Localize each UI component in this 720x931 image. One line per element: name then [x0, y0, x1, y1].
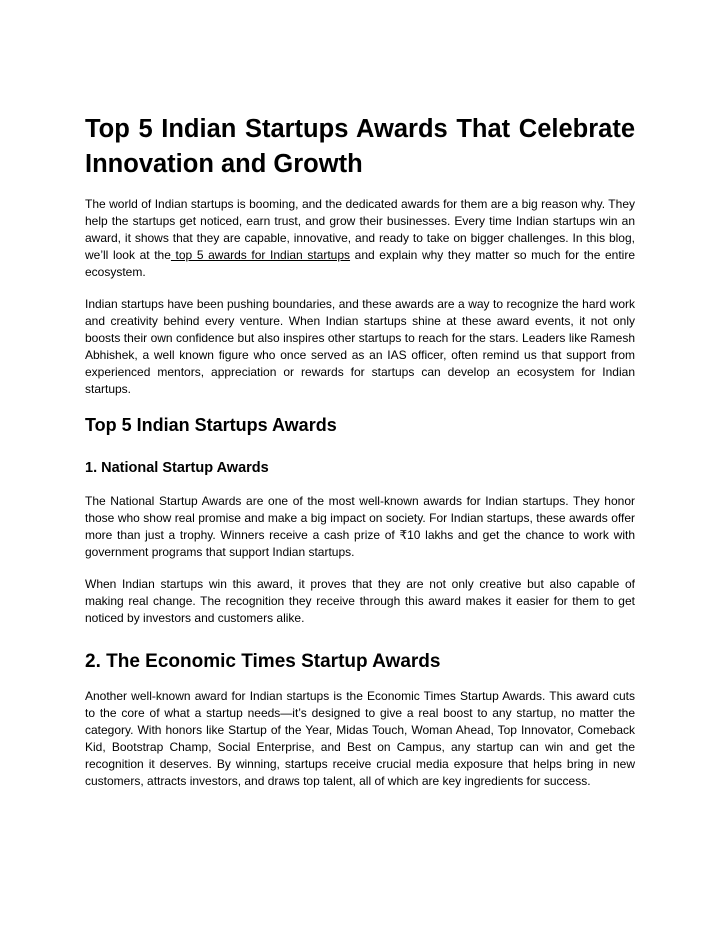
award-2-heading: 2. The Economic Times Startup Awards: [85, 651, 441, 672]
intro-text-after-link: and explain why they matter so much for the entire ecosystem.: [85, 248, 636, 279]
award-1-heading: 1. National Startup Awards: [85, 460, 269, 476]
page-title: Top 5 Indian Startups Awards That Celebrate Innovation and Growth: [85, 115, 635, 178]
award-2-paragraph-1: Another well-known award for Indian startups is the Economic Times Startup Awards. This award cuts to the core of what a startup needs—it’s designed to give a real boost to any startup, no matter the category. With honors like Startup of the Year, Midas Touch, Woman Ahead, Top Innovator, Comeback Kid, Bootstrap Champ, Social Enterprise, and Best on Campus, any startup can win and get the recognition it deserves. By winning, startups receive crucial media exposure that helps bring in new customers, attracts investors, and draws top talent, all of which are key ingredients for success.: [85, 689, 635, 788]
intro-paragraph: [85, 196, 635, 281]
section-heading-top-5: Top 5 Indian Startups Awards: [85, 415, 337, 435]
intro-text-before-link: The world of Indian startups is booming, and the dedicated awards for them are a big reason why. They help the startups get noticed, earn trust, and grow their businesses. Every time Indian startups win an award, it shows that they are capable, innovative, and ready to take on bigger challenges. In this blog, we’ll look at the: [85, 197, 635, 262]
top-5-awards-link[interactable]: top 5 awards for Indian startups: [170, 248, 351, 262]
award-1-paragraph-1: The National Startup Awards are one of the most well-known awards for Indian startups. They honor those who show real promise and make a big impact on society. For Indian startups, these awards offer more than just a trophy. Winners receive a cash prize of ₹10 lakhs and get the chance to work with government programs that support Indian startups.: [85, 494, 635, 559]
paragraph-ecosystem: Indian startups have been pushing boundaries, and these awards are a way to recognize the hard work and creativity behind every venture. When Indian startups shine at these award events, it not only boosts their own confidence but also inspires other startups to reach for the stars. Leaders like Ramesh Abhishek, a well known figure who once served as an IAS officer, often remind us that support from experienced mentors, appreciation or rewards for startups can develop an ecosystem for Indian startups.: [85, 297, 635, 396]
award-1-paragraph-2: When Indian startups win this award, it proves that they are not only creative but also capable of making real change. The recognition they receive through this award makes it easier for them to get noticed by investors and customers alike.: [85, 577, 635, 625]
